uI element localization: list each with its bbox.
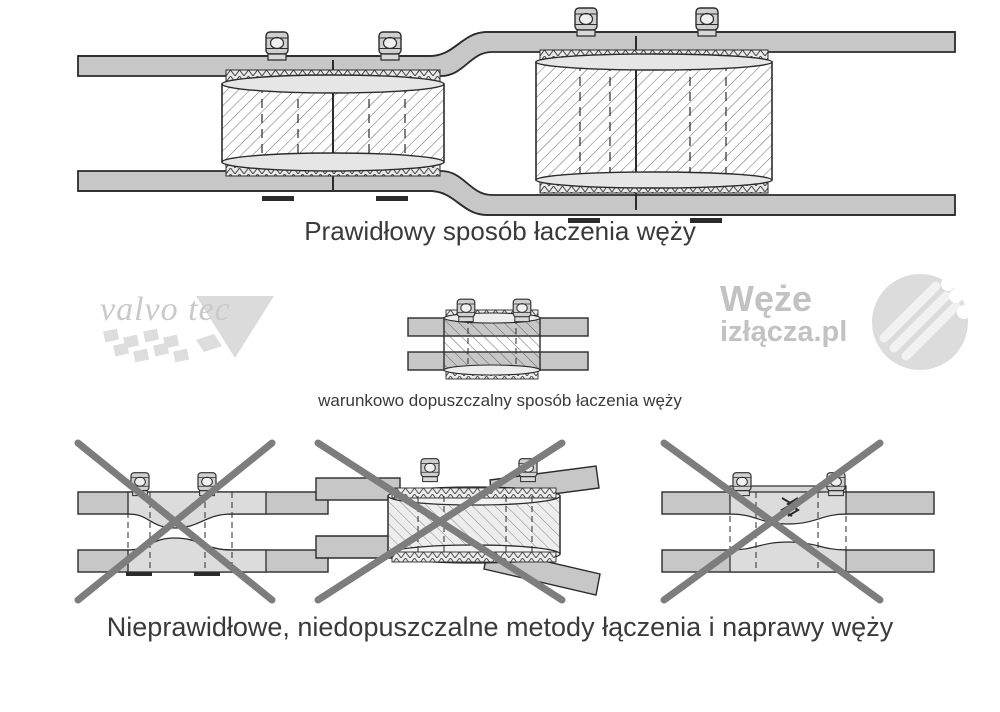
clamp bbox=[421, 459, 439, 482]
caption-conditional-method: warunkowo dopuszczalny sposób łaczenia węży bbox=[318, 391, 682, 410]
valvotec-logo-text: valvo tec bbox=[100, 291, 231, 328]
weze-logo-line1: Węże bbox=[720, 278, 813, 319]
weze-izlacza-logo bbox=[720, 276, 985, 366]
correct-hose-joining-diagram bbox=[78, 8, 955, 223]
lower-hose bbox=[78, 171, 955, 215]
incorrect-diagram-1 bbox=[78, 443, 328, 600]
incorrect-diagram-3 bbox=[662, 443, 934, 600]
left-connector-sleeve bbox=[222, 60, 444, 190]
conditional-hose-joining-diagram bbox=[408, 299, 588, 379]
clamp bbox=[575, 8, 597, 36]
right-connector-sleeve bbox=[536, 36, 772, 210]
valvotec-logo bbox=[88, 281, 298, 361]
cross-out-mark bbox=[78, 443, 272, 600]
clamp bbox=[513, 299, 531, 321]
caption-correct-method: Prawidłowy sposób łaczenia węży bbox=[304, 216, 696, 246]
cross-out-mark bbox=[664, 443, 880, 600]
caption-incorrect-methods: Nieprawidłowe, niedopuszczalne metody łączenia i naprawy węży bbox=[106, 612, 894, 642]
incorrect-diagram-2 bbox=[316, 443, 600, 600]
clamp bbox=[457, 299, 475, 321]
upper-hose bbox=[78, 32, 955, 76]
clamp bbox=[266, 32, 288, 60]
clamp bbox=[696, 8, 718, 36]
weze-logo-line2: izłącza.pl bbox=[720, 316, 848, 348]
clamp bbox=[379, 32, 401, 60]
